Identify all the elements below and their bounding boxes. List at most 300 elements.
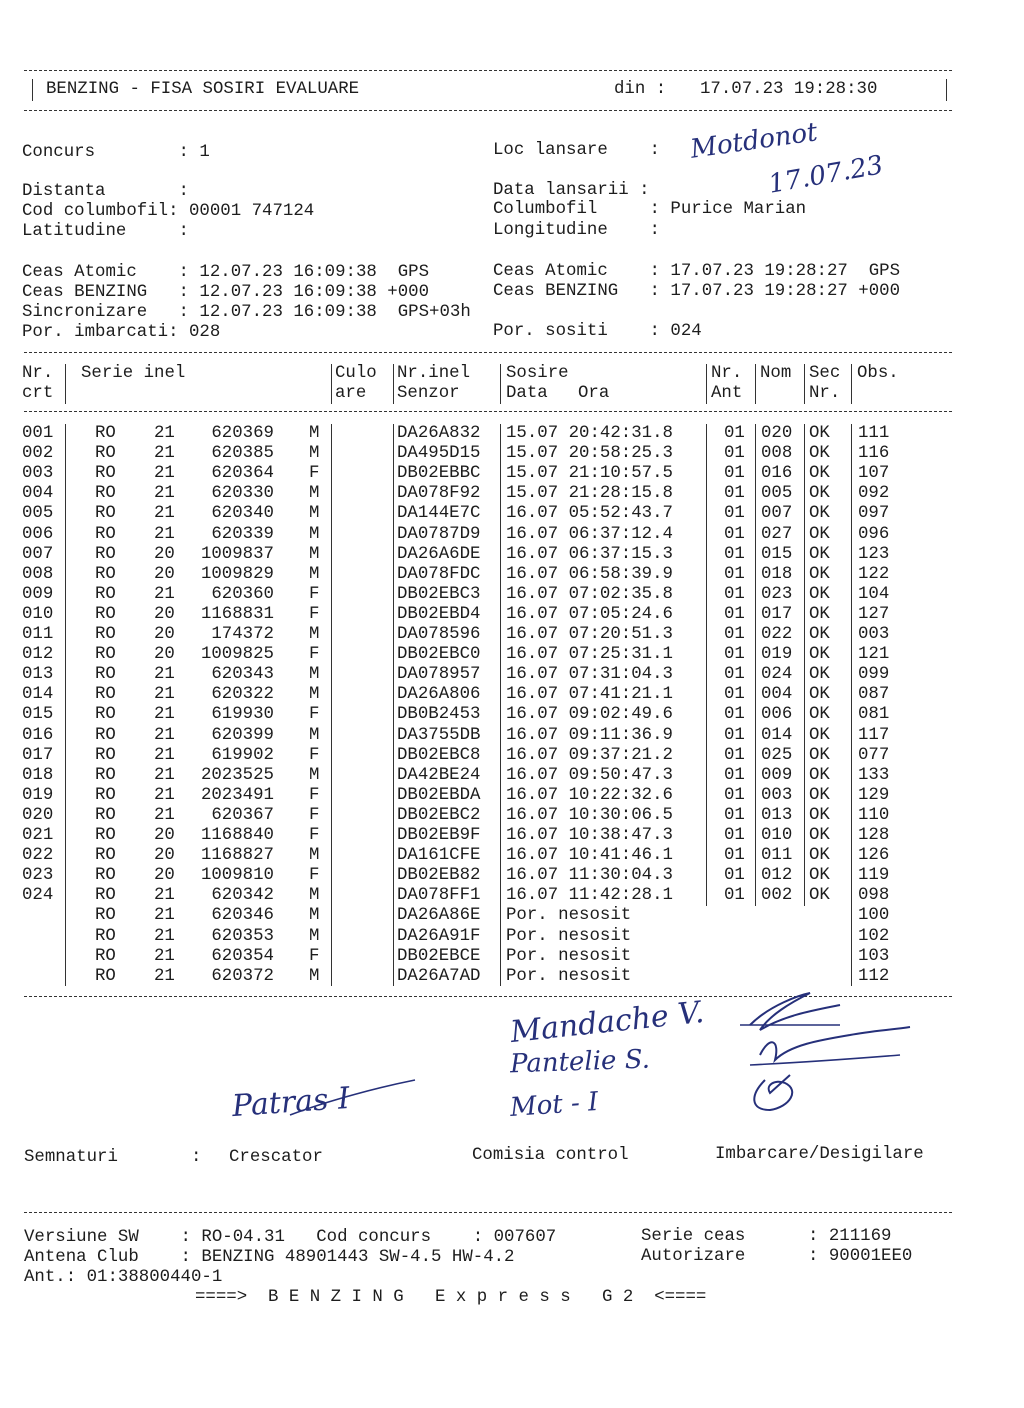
- cell-year: 20: [154, 846, 175, 866]
- cell-ring-number: 619902: [211, 745, 274, 765]
- cell-arrival: 15.07 21:10:57.5: [506, 464, 673, 484]
- cell-obs: 128: [858, 826, 890, 845]
- col-header-obs: Obs.: [857, 364, 899, 383]
- cell-sec: OK: [809, 826, 830, 845]
- table-row: [0, 464, 1024, 484]
- col-header-sec-nr: Nr.: [809, 384, 841, 403]
- cell-country: RO: [95, 966, 116, 986]
- footer-banner: ====> B E N Z I N G E x p r e s s G 2 <====: [195, 1288, 707, 1307]
- cell-nom: 003: [761, 785, 793, 805]
- cell-country: RO: [95, 584, 116, 604]
- cell-nr-crt: 024: [22, 886, 54, 906]
- cell-nr-crt: 003: [22, 464, 54, 484]
- cell-ring-number: 620343: [211, 665, 274, 685]
- cell-arrival: 16.07 10:22:32.6: [506, 785, 673, 805]
- cell-sec: OK: [809, 886, 830, 906]
- table-row: [0, 806, 1024, 826]
- cell-obs: 096: [858, 524, 890, 544]
- cell-sex: M: [309, 524, 320, 544]
- cell-sensor: DA26A832: [397, 424, 481, 443]
- table-row: [0, 906, 1024, 926]
- cell-year: 21: [154, 584, 175, 604]
- cell-nom: 002: [761, 886, 793, 906]
- cell-country: RO: [95, 886, 116, 906]
- cell-year: 21: [154, 705, 175, 725]
- cell-sec: OK: [809, 805, 830, 825]
- cell-arrival: 16.07 10:30:06.5: [506, 805, 673, 825]
- imbarcare-desigilare-label: Imbarcare/Desigilare: [715, 1145, 924, 1164]
- cell-nr-crt: 011: [22, 625, 54, 644]
- table-row: [0, 947, 1024, 967]
- cell-antenna: 01: [724, 464, 745, 484]
- porumbei-sositi: Por. sositi : 024: [493, 322, 702, 341]
- cell-arrival: 16.07 09:50:47.3: [506, 765, 673, 785]
- header-bottom-rule: [24, 110, 952, 111]
- cell-ring-number: 1168840: [200, 826, 274, 845]
- cell-sec: OK: [809, 785, 830, 805]
- cell-ring-number: 1009837: [200, 544, 274, 564]
- cell-nom: 009: [761, 765, 793, 785]
- cell-sex: F: [309, 584, 320, 604]
- cell-sensor: DB02EB82: [397, 866, 481, 886]
- cell-nr-crt: 019: [22, 785, 54, 805]
- col-header-senzor: Senzor: [397, 384, 460, 403]
- cell-sec: OK: [809, 504, 830, 524]
- cell-obs: 077: [858, 745, 890, 765]
- cell-nr-crt: 007: [22, 544, 54, 564]
- signature-pantelie: Pantelie S.: [509, 1044, 651, 1080]
- cell-sec: OK: [809, 765, 830, 785]
- cell-ring-number: 1168831: [200, 604, 274, 624]
- cell-arrival: 16.07 06:58:39.9: [506, 564, 673, 584]
- cell-arrival: 16.07 11:42:28.1: [506, 886, 673, 906]
- cell-sec: OK: [809, 544, 830, 564]
- cell-nr-crt: 009: [22, 584, 54, 604]
- cell-country: RO: [95, 906, 116, 926]
- columbofil-field: Columbofil : Purice Marian: [493, 200, 807, 219]
- table-row: [0, 726, 1024, 746]
- cell-ring-number: 2023491: [200, 785, 274, 805]
- cell-arrival: 16.07 05:52:43.7: [506, 504, 673, 524]
- cell-nr-crt: 015: [22, 705, 54, 725]
- cell-antenna: 01: [724, 705, 745, 725]
- table-row: [0, 504, 1024, 524]
- cell-sec: OK: [809, 685, 830, 705]
- latitudine-field: Latitudine :: [22, 222, 189, 241]
- cell-sensor: DB02EBBC: [397, 464, 481, 484]
- hdr-sep-3: [393, 364, 394, 404]
- cell-arrival: 15.07 20:58:25.3: [506, 444, 673, 464]
- cod-columbofil-field: Cod columbofil: 00001 747124: [22, 202, 315, 221]
- footer-autorizare: Autorizare : 90001EE0: [641, 1247, 913, 1266]
- cell-sex: M: [309, 484, 320, 504]
- cell-sec: OK: [809, 604, 830, 624]
- table-row: [0, 545, 1024, 565]
- cell-sensor: DA078F92: [397, 484, 481, 504]
- cell-sex: F: [309, 464, 320, 484]
- cell-sensor: DB02EBC2: [397, 805, 481, 825]
- cell-obs: 127: [858, 604, 890, 624]
- cell-arrival: Por. nesosit: [506, 966, 632, 986]
- table-row: [0, 746, 1024, 766]
- footer-top-rule: [24, 1212, 952, 1213]
- cell-year: 21: [154, 966, 175, 986]
- cell-obs: 117: [858, 725, 890, 745]
- signature-imbarcare-scribble: [730, 985, 920, 1115]
- cell-sec: OK: [809, 424, 830, 443]
- print-date-value: 17.07.23 19:28:30: [700, 80, 878, 99]
- cell-sec: OK: [809, 705, 830, 725]
- cell-nr-crt: 020: [22, 805, 54, 825]
- cell-sex: M: [309, 906, 320, 926]
- cell-sex: M: [309, 504, 320, 524]
- cell-year: 21: [154, 424, 175, 443]
- cell-sec: OK: [809, 645, 830, 665]
- cell-ring-number: 620369: [211, 424, 274, 443]
- hdr-sep-2: [331, 364, 332, 404]
- cell-obs: 092: [858, 484, 890, 504]
- cell-obs: 097: [858, 504, 890, 524]
- cell-antenna: 01: [724, 584, 745, 604]
- cell-sex: M: [309, 886, 320, 906]
- cell-sec: OK: [809, 524, 830, 544]
- loc-lansare-field: Loc lansare :: [493, 141, 660, 160]
- cell-arrival: 16.07 10:41:46.1: [506, 846, 673, 866]
- table-row: [0, 605, 1024, 625]
- cell-year: 21: [154, 785, 175, 805]
- col-header-sec: Sec: [809, 364, 841, 383]
- cell-obs: 116: [858, 444, 890, 464]
- footer-ant: Ant.: 01:38800440-1: [24, 1268, 223, 1287]
- cell-antenna: 01: [724, 665, 745, 685]
- cell-arrival: 15.07 20:42:31.8: [506, 424, 673, 443]
- cell-obs: 102: [858, 926, 890, 946]
- cell-sex: M: [309, 424, 320, 443]
- table-row: [0, 484, 1024, 504]
- table-row: [0, 565, 1024, 585]
- cell-year: 21: [154, 926, 175, 946]
- cell-year: 21: [154, 886, 175, 906]
- ceas-benzing-end: Ceas BENZING : 17.07.23 19:28:27 +000: [493, 282, 901, 301]
- cell-obs: 087: [858, 685, 890, 705]
- cell-nr-crt: 004: [22, 484, 54, 504]
- cell-country: RO: [95, 826, 116, 845]
- cell-year: 20: [154, 826, 175, 845]
- cell-ring-number: 1009829: [200, 564, 274, 584]
- table-row: [0, 846, 1024, 866]
- handwritten-loc-lansare: Motdonot: [688, 117, 820, 165]
- col-header-nr: Nr.: [22, 364, 54, 383]
- cell-nom: 023: [761, 584, 793, 604]
- cell-year: 21: [154, 805, 175, 825]
- cell-sex: F: [309, 604, 320, 624]
- cell-sex: M: [309, 444, 320, 464]
- cell-country: RO: [95, 685, 116, 705]
- table-row: [0, 585, 1024, 605]
- cell-sex: M: [309, 625, 320, 644]
- cell-nr-crt: 012: [22, 645, 54, 665]
- cell-antenna: 01: [724, 544, 745, 564]
- handwritten-data-lansarii: 17.07.23: [766, 150, 886, 200]
- cell-sec: OK: [809, 725, 830, 745]
- cell-ring-number: 174372: [211, 625, 274, 644]
- cell-sex: M: [309, 564, 320, 584]
- cell-obs: 126: [858, 846, 890, 866]
- cell-sensor: DA078FF1: [397, 886, 481, 906]
- cell-nom: 025: [761, 745, 793, 765]
- cell-nom: 020: [761, 424, 793, 443]
- cell-sex: M: [309, 846, 320, 866]
- cell-ring-number: 620322: [211, 685, 274, 705]
- cell-antenna: 01: [724, 846, 745, 866]
- col-header-are: are: [335, 384, 367, 403]
- cell-sec: OK: [809, 584, 830, 604]
- footer-versiune: Versiune SW : RO-04.31 Cod concurs : 007607: [24, 1228, 557, 1247]
- header-top-rule: [24, 70, 952, 71]
- cell-antenna: 01: [724, 484, 745, 504]
- comisia-control-label: Comisia control: [472, 1146, 629, 1165]
- cell-nr-crt: 001: [22, 424, 54, 443]
- cell-sensor: DB02EBC3: [397, 584, 481, 604]
- cell-country: RO: [95, 926, 116, 946]
- cell-arrival: 16.07 06:37:12.4: [506, 524, 673, 544]
- hdr-sep-8: [851, 364, 852, 404]
- cell-arrival: 16.07 07:20:51.3: [506, 625, 673, 644]
- cell-ring-number: 620330: [211, 484, 274, 504]
- data-lansarii-field: Data lansarii :: [493, 181, 650, 200]
- ceas-atomic-start: Ceas Atomic : 12.07.23 16:09:38 GPS: [22, 263, 430, 282]
- hdr-sep-7: [804, 364, 805, 404]
- cell-ring-number: 620342: [211, 886, 274, 906]
- cell-year: 21: [154, 745, 175, 765]
- cell-year: 20: [154, 564, 175, 584]
- cell-obs: 110: [858, 805, 890, 825]
- cell-sensor: DB02EBC8: [397, 745, 481, 765]
- header-left-bar: [32, 79, 33, 101]
- cell-ring-number: 620354: [211, 946, 274, 966]
- cell-arrival: 16.07 07:05:24.6: [506, 604, 673, 624]
- cell-sensor: DA26A91F: [397, 926, 481, 946]
- cell-year: 21: [154, 484, 175, 504]
- cell-nom: 027: [761, 524, 793, 544]
- cell-ring-number: 620364: [211, 464, 274, 484]
- cell-antenna: 01: [724, 444, 745, 464]
- cell-nom: 024: [761, 665, 793, 685]
- cell-antenna: 01: [724, 524, 745, 544]
- table-row: [0, 424, 1024, 444]
- col-header-culo: Culo: [335, 364, 377, 383]
- cell-year: 21: [154, 504, 175, 524]
- cell-sex: F: [309, 745, 320, 765]
- cell-year: 21: [154, 906, 175, 926]
- sincronizare: Sincronizare : 12.07.23 16:09:38 GPS+03h: [22, 303, 471, 322]
- porumbei-imbarcati: Por. imbarcati: 028: [22, 323, 221, 342]
- cell-country: RO: [95, 805, 116, 825]
- cell-arrival: Por. nesosit: [506, 946, 632, 966]
- cell-obs: 119: [858, 866, 890, 886]
- print-date-label: din :: [614, 80, 667, 99]
- cell-sex: F: [309, 805, 320, 825]
- concurs-field: Concurs : 1: [22, 143, 210, 162]
- cell-obs: 121: [858, 645, 890, 665]
- signature-crescator: Patras I: [230, 1080, 351, 1125]
- cell-country: RO: [95, 524, 116, 544]
- cell-obs: 133: [858, 765, 890, 785]
- cell-sex: F: [309, 645, 320, 665]
- table-row: [0, 826, 1024, 846]
- table-row: [0, 645, 1024, 665]
- cell-sex: M: [309, 765, 320, 785]
- cell-obs: 129: [858, 785, 890, 805]
- cell-sensor: DA26A806: [397, 685, 481, 705]
- cell-nom: 022: [761, 625, 793, 644]
- col-header-crt: crt: [22, 384, 54, 403]
- cell-year: 21: [154, 524, 175, 544]
- cell-arrival: 16.07 09:11:36.9: [506, 725, 673, 745]
- cell-ring-number: 2023525: [200, 765, 274, 785]
- cell-obs: 003: [858, 625, 890, 644]
- cell-arrival: Por. nesosit: [506, 926, 632, 946]
- cell-nom: 004: [761, 685, 793, 705]
- cell-ring-number: 620385: [211, 444, 274, 464]
- cell-antenna: 01: [724, 645, 745, 665]
- cell-year: 20: [154, 604, 175, 624]
- cell-nr-crt: 018: [22, 765, 54, 785]
- table-header-rule: [24, 411, 952, 412]
- hdr-sep-6: [755, 364, 756, 404]
- cell-country: RO: [95, 544, 116, 564]
- cell-antenna: 01: [724, 424, 745, 443]
- cell-sex: F: [309, 705, 320, 725]
- cell-sex: F: [309, 946, 320, 966]
- cell-sex: M: [309, 926, 320, 946]
- cell-sex: F: [309, 866, 320, 886]
- signature-crescator-underline: [230, 1075, 420, 1125]
- cell-antenna: 01: [724, 725, 745, 745]
- table-row: [0, 525, 1024, 545]
- cell-nom: 015: [761, 544, 793, 564]
- col-header-nom: Nom: [760, 364, 792, 383]
- table-row: [0, 967, 1024, 987]
- cell-sec: OK: [809, 464, 830, 484]
- cell-sec: OK: [809, 444, 830, 464]
- cell-country: RO: [95, 946, 116, 966]
- cell-sensor: DA26A86E: [397, 906, 481, 926]
- cell-year: 21: [154, 725, 175, 745]
- cell-sec: OK: [809, 484, 830, 504]
- cell-nr-crt: 021: [22, 826, 54, 845]
- cell-nr-crt: 005: [22, 504, 54, 524]
- cell-antenna: 01: [724, 765, 745, 785]
- signature-mandache: Mandache V.: [508, 994, 706, 1051]
- cell-arrival: 16.07 07:25:31.1: [506, 645, 673, 665]
- cell-nr-crt: 017: [22, 745, 54, 765]
- cell-nr-crt: 008: [22, 564, 54, 584]
- cell-nom: 012: [761, 866, 793, 886]
- table-row: [0, 866, 1024, 886]
- cell-arrival: 15.07 21:28:15.8: [506, 484, 673, 504]
- cell-obs: 122: [858, 564, 890, 584]
- cell-ring-number: 1009810: [200, 866, 274, 886]
- cell-arrival: 16.07 06:37:15.3: [506, 544, 673, 564]
- table-row: [0, 444, 1024, 464]
- cell-country: RO: [95, 846, 116, 866]
- cell-year: 20: [154, 645, 175, 665]
- table-row: [0, 886, 1024, 906]
- cell-arrival: 16.07 07:31:04.3: [506, 665, 673, 685]
- cell-nr-crt: 022: [22, 846, 54, 866]
- cell-arrival: 16.07 09:02:49.6: [506, 705, 673, 725]
- col-header-ant: Ant: [711, 384, 743, 403]
- cell-antenna: 01: [724, 886, 745, 906]
- table-row: [0, 665, 1024, 685]
- table-row: [0, 625, 1024, 645]
- cell-nom: 011: [761, 846, 793, 866]
- cell-sensor: DB02EBC0: [397, 645, 481, 665]
- col-header-serie: Serie inel: [81, 364, 186, 383]
- cell-antenna: 01: [724, 805, 745, 825]
- cell-obs: 099: [858, 665, 890, 685]
- cell-obs: 123: [858, 544, 890, 564]
- cell-nr-crt: 023: [22, 866, 54, 886]
- cell-nr-crt: 006: [22, 524, 54, 544]
- cell-sensor: DB02EBDA: [397, 785, 481, 805]
- cell-obs: 081: [858, 705, 890, 725]
- cell-antenna: 01: [724, 504, 745, 524]
- cell-country: RO: [95, 604, 116, 624]
- cell-nr-crt: 016: [22, 725, 54, 745]
- cell-sensor: DA078596: [397, 625, 481, 644]
- cell-sensor: DA26A6DE: [397, 544, 481, 564]
- cell-country: RO: [95, 725, 116, 745]
- cell-nr-crt: 002: [22, 444, 54, 464]
- cell-obs: 107: [858, 464, 890, 484]
- table-row: [0, 705, 1024, 725]
- cell-antenna: 01: [724, 826, 745, 845]
- cell-obs: 104: [858, 584, 890, 604]
- cell-ring-number: 620339: [211, 524, 274, 544]
- cell-country: RO: [95, 464, 116, 484]
- cell-nom: 005: [761, 484, 793, 504]
- crescator-label: Crescator: [229, 1148, 323, 1167]
- col-header-nrinel: Nr.inel: [397, 364, 471, 383]
- cell-sensor: DB0B2453: [397, 705, 481, 725]
- cell-sex: M: [309, 725, 320, 745]
- table-top-rule: [24, 352, 952, 353]
- cell-ring-number: 619930: [211, 705, 274, 725]
- cell-arrival: 16.07 07:41:21.1: [506, 685, 673, 705]
- cell-sensor: DA42BE24: [397, 765, 481, 785]
- cell-ring-number: 1168827: [200, 846, 274, 866]
- cell-sex: F: [309, 785, 320, 805]
- cell-sec: OK: [809, 625, 830, 644]
- cell-arrival: Por. nesosit: [506, 906, 632, 926]
- cell-sex: M: [309, 544, 320, 564]
- cell-antenna: 01: [724, 866, 745, 886]
- cell-antenna: 01: [724, 604, 745, 624]
- cell-country: RO: [95, 705, 116, 725]
- cell-nom: 006: [761, 705, 793, 725]
- cell-nom: 008: [761, 444, 793, 464]
- table-row: [0, 786, 1024, 806]
- cell-country: RO: [95, 444, 116, 464]
- cell-nom: 010: [761, 826, 793, 845]
- cell-year: 20: [154, 866, 175, 886]
- col-header-sosire: Sosire: [506, 364, 569, 383]
- cell-arrival: 16.07 11:30:04.3: [506, 866, 673, 886]
- cell-sensor: DA495D15: [397, 444, 481, 464]
- cell-sec: OK: [809, 564, 830, 584]
